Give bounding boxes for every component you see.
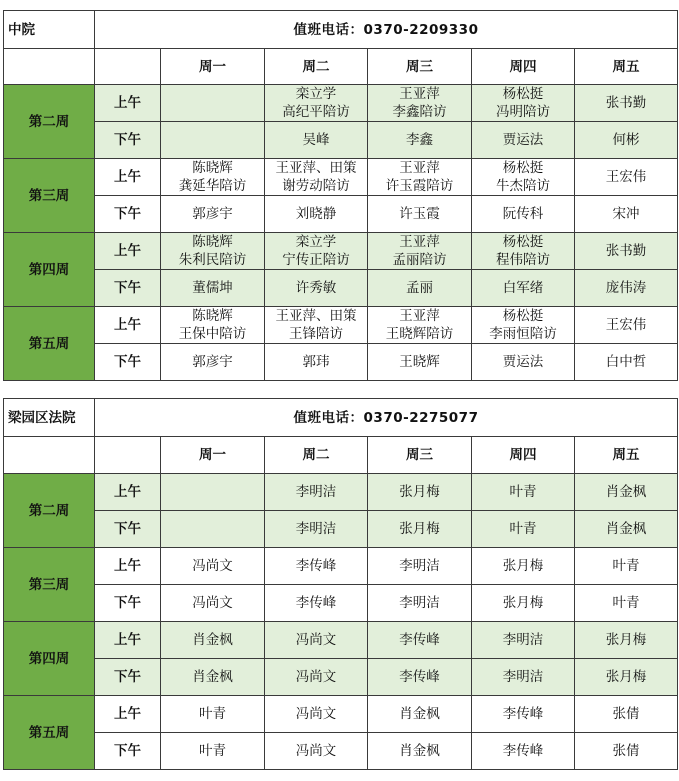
- duty-cell: 庞伟涛: [575, 270, 678, 307]
- day-header-fri: 周五: [575, 437, 678, 474]
- period-am: 上午: [95, 307, 161, 344]
- duty-cell: 王亚萍 孟丽陪访: [368, 233, 472, 270]
- period-pm: 下午: [95, 659, 161, 696]
- duty-cell: 郭彦宇: [161, 196, 265, 233]
- duty-cell: [161, 122, 265, 159]
- duty-cell: 李传峰: [265, 548, 368, 585]
- period-am: 上午: [95, 548, 161, 585]
- schedule-table-intermediate-court: [3, 10, 678, 381]
- duty-cell: 杨松挺 冯明陪访: [472, 85, 575, 122]
- period-pm: 下午: [95, 585, 161, 622]
- corner-cell: [95, 49, 161, 85]
- duty-cell: 董儒坤: [161, 270, 265, 307]
- period-am: 上午: [95, 474, 161, 511]
- duty-cell: 李明洁: [265, 511, 368, 548]
- duty-cell: 李明洁: [472, 622, 575, 659]
- duty-cell: 肖金枫: [575, 511, 678, 548]
- day-header-thu: 周四: [472, 437, 575, 474]
- duty-cell: 肖金枫: [368, 733, 472, 770]
- duty-cell: 白中哲: [575, 344, 678, 381]
- duty-cell: 李明洁: [265, 474, 368, 511]
- duty-cell: 冯尚文: [265, 659, 368, 696]
- schedule-table-liangyuan-court: [3, 398, 678, 770]
- duty-cell: 杨松挺 李雨恒陪访: [472, 307, 575, 344]
- duty-cell: 陈晓辉 王保中陪访: [161, 307, 265, 344]
- duty-cell: 李明洁: [472, 659, 575, 696]
- duty-cell: 叶青: [575, 585, 678, 622]
- duty-cell: 王亚萍、田策 王锋陪访: [265, 307, 368, 344]
- duty-cell: 栾立学 宁传正陪访: [265, 233, 368, 270]
- duty-cell: 王亚萍、田策 谢劳动陪访: [265, 159, 368, 196]
- duty-cell: 郭玮: [265, 344, 368, 381]
- duty-cell: 王亚萍 王晓辉陪访: [368, 307, 472, 344]
- duty-cell: 栾立学 高纪平陪访: [265, 85, 368, 122]
- phone-label: 值班电话：: [293, 21, 364, 38]
- duty-cell: 张书勤: [575, 85, 678, 122]
- week-label: 第五周: [4, 696, 95, 770]
- duty-cell: 肖金枫: [368, 696, 472, 733]
- duty-cell: 李传峰: [472, 696, 575, 733]
- duty-cell: 杨松挺 程伟陪访: [472, 233, 575, 270]
- duty-cell: 冯尚文: [265, 696, 368, 733]
- duty-cell: 刘晓静: [265, 196, 368, 233]
- duty-cell: 冯尚文: [161, 585, 265, 622]
- week-label: 第二周: [4, 85, 95, 159]
- duty-cell: 李明洁: [368, 585, 472, 622]
- duty-cell: 李鑫: [368, 122, 472, 159]
- period-pm: 下午: [95, 511, 161, 548]
- duty-cell: 王晓辉: [368, 344, 472, 381]
- duty-cell: 叶青: [161, 733, 265, 770]
- corner-cell: [4, 437, 95, 474]
- period-am: 上午: [95, 696, 161, 733]
- day-header-fri: 周五: [575, 49, 678, 85]
- duty-cell: 张月梅: [575, 622, 678, 659]
- duty-cell: 张月梅: [368, 474, 472, 511]
- phone-label: 值班电话：: [293, 409, 364, 426]
- duty-cell: [161, 85, 265, 122]
- corner-cell: [95, 437, 161, 474]
- day-header-mon: 周一: [161, 437, 265, 474]
- duty-cell: 张月梅: [472, 548, 575, 585]
- week-label: 第五周: [4, 307, 95, 381]
- day-header-thu: 周四: [472, 49, 575, 85]
- day-header-tue: 周二: [265, 49, 368, 85]
- duty-cell: 阮传科: [472, 196, 575, 233]
- week-label: 第四周: [4, 622, 95, 696]
- duty-cell: 叶青: [575, 548, 678, 585]
- duty-cell: 冯尚文: [161, 548, 265, 585]
- day-header-wed: 周三: [368, 437, 472, 474]
- duty-cell: 孟丽: [368, 270, 472, 307]
- duty-cell: 李传峰: [472, 733, 575, 770]
- duty-cell: 陈晓辉 龚延华陪访: [161, 159, 265, 196]
- period-pm: 下午: [95, 733, 161, 770]
- court-name: 中院: [4, 11, 95, 49]
- duty-cell: [161, 511, 265, 548]
- duty-cell: 李传峰: [265, 585, 368, 622]
- duty-cell: 王宏伟: [575, 159, 678, 196]
- duty-cell: 李传峰: [368, 622, 472, 659]
- duty-cell: 郭彦宇: [161, 344, 265, 381]
- week-label: 第四周: [4, 233, 95, 307]
- period-am: 上午: [95, 622, 161, 659]
- duty-phone-header: [95, 11, 678, 49]
- duty-cell: 宋冲: [575, 196, 678, 233]
- duty-cell: 叶青: [472, 474, 575, 511]
- duty-cell: 许玉霞: [368, 196, 472, 233]
- duty-cell: 杨松挺 牛杰陪访: [472, 159, 575, 196]
- duty-cell: 叶青: [472, 511, 575, 548]
- phone-number: 0370-2275077: [363, 409, 479, 426]
- week-label: 第三周: [4, 548, 95, 622]
- duty-cell: 吴峰: [265, 122, 368, 159]
- duty-cell: 冯尚文: [265, 733, 368, 770]
- duty-cell: [161, 474, 265, 511]
- week-label: 第三周: [4, 159, 95, 233]
- period-am: 上午: [95, 233, 161, 270]
- court-name: 梁园区法院: [4, 399, 95, 437]
- duty-cell: 张书勤: [575, 233, 678, 270]
- day-header-tue: 周二: [265, 437, 368, 474]
- duty-cell: 贾运法: [472, 122, 575, 159]
- week-label: 第二周: [4, 474, 95, 548]
- duty-cell: 王亚萍 李鑫陪访: [368, 85, 472, 122]
- duty-cell: 叶青: [161, 696, 265, 733]
- duty-cell: 贾运法: [472, 344, 575, 381]
- duty-cell: 肖金枫: [161, 659, 265, 696]
- corner-cell: [4, 49, 95, 85]
- period-pm: 下午: [95, 196, 161, 233]
- phone-number: 0370-2209330: [363, 21, 479, 38]
- period-am: 上午: [95, 159, 161, 196]
- duty-cell: 肖金枫: [161, 622, 265, 659]
- duty-cell: 肖金枫: [575, 474, 678, 511]
- duty-cell: 许秀敏: [265, 270, 368, 307]
- duty-cell: 李明洁: [368, 548, 472, 585]
- duty-cell: 张月梅: [575, 659, 678, 696]
- duty-cell: 张月梅: [368, 511, 472, 548]
- duty-cell: 李传峰: [368, 659, 472, 696]
- duty-cell: 张倩: [575, 733, 678, 770]
- duty-cell: 张月梅: [472, 585, 575, 622]
- day-header-wed: 周三: [368, 49, 472, 85]
- period-pm: 下午: [95, 344, 161, 381]
- day-header-mon: 周一: [161, 49, 265, 85]
- duty-phone-header: [95, 399, 678, 437]
- duty-cell: 王宏伟: [575, 307, 678, 344]
- period-pm: 下午: [95, 270, 161, 307]
- duty-cell: 白军绪: [472, 270, 575, 307]
- duty-cell: 冯尚文: [265, 622, 368, 659]
- period-pm: 下午: [95, 122, 161, 159]
- duty-cell: 陈晓辉 朱利民陪访: [161, 233, 265, 270]
- period-am: 上午: [95, 85, 161, 122]
- duty-cell: 张倩: [575, 696, 678, 733]
- duty-cell: 王亚萍 许玉霞陪访: [368, 159, 472, 196]
- duty-cell: 何彬: [575, 122, 678, 159]
